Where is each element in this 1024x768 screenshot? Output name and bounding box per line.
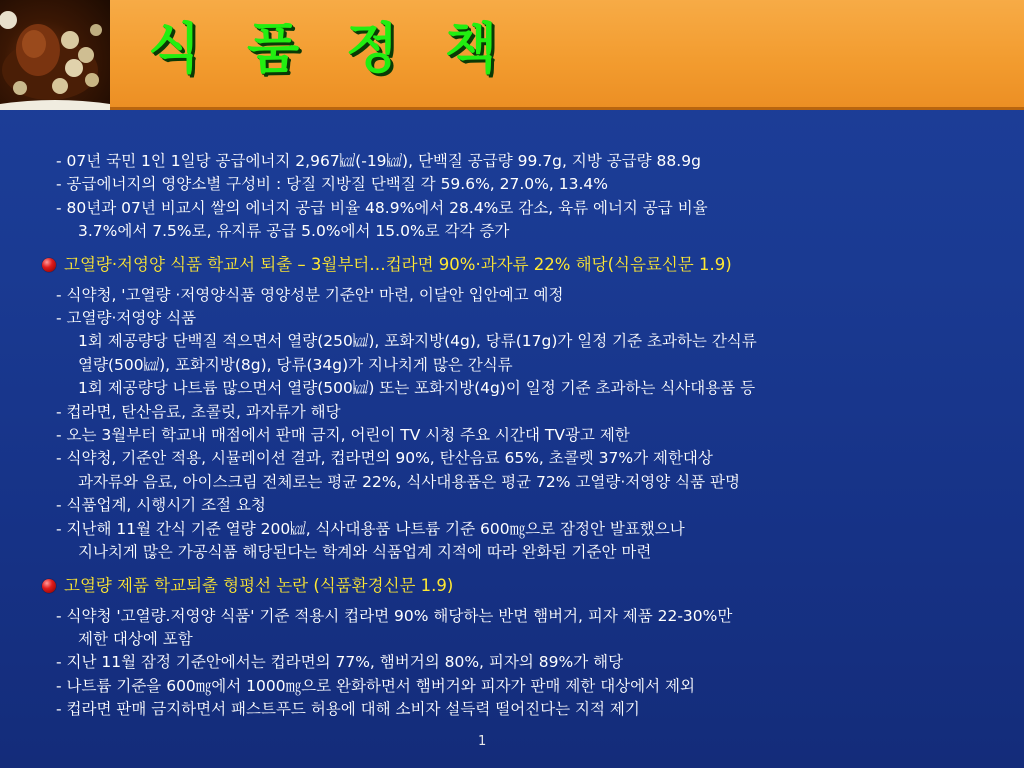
section-2-body: [40, 605, 1010, 722]
body-line: - 컵라면 판매 금지하면서 패스트푸드 허용에 대해 소비자 설득력 떨어진다는 지적 제기: [56, 700, 640, 719]
body-line: - 식약청, 기준안 적용, 시뮬레이션 결과, 컵라면의 90%, 탄산음료 65%, 초콜렛 37%가 제한대상: [56, 449, 713, 468]
body-line: 열량(500㎉), 포화지방(8g), 당류(34g)가 지나치게 많은 간식류: [78, 355, 513, 374]
section-heading-text: 고열량·저영양 식품 학교서 퇴출 – 3월부터…컵라면 90%·과자류 22% 해당(식음료신문 1.9): [64, 254, 732, 274]
body-line: - 식약청 '고열량.저영양 식품' 기준 적용시 컵라면 90% 해당하는 반면 햄버거, 피자 제품 22-30%만: [56, 606, 733, 625]
body-line: - 컵라면, 탄산음료, 초콜릿, 과자류가 해당: [56, 402, 341, 421]
body-line: 지나치게 많은 가공식품 해당된다는 학계와 식품업계 지적에 따라 완화된 기준안 마련: [78, 543, 652, 562]
header-bar: [0, 0, 1024, 110]
body-line: - 오는 3월부터 학교내 매점에서 판매 금지, 어린이 TV 시청 주요 시간대 TV광고 제한: [56, 426, 630, 445]
intro-line: - 07년 국민 1인 1일당 공급에너지 2,967㎉(-19㎉), 단백질 공급량 99.7g, 지방 공급량 88.9g: [56, 152, 701, 170]
intro-line: 3.7%에서 7.5%로, 유지류 공급 5.0%에서 15.0%로 각각 증가: [78, 222, 510, 241]
section-heading-2: [40, 573, 1010, 599]
red-bullet-icon: [42, 258, 56, 272]
section-heading-1: [40, 252, 1010, 278]
body-line: - 지난 11월 잠정 기준안에서는 컵라면의 77%, 햄버거의 80%, 피자의 89%가 해당: [56, 653, 624, 672]
slide-title: 식 품 정 책: [148, 17, 512, 80]
food-photo: [0, 0, 110, 110]
page-number: 1: [478, 734, 487, 749]
body-line: - 식약청, '고열량 ·저영양식품 영양성분 기준안' 마련, 이달안 입안예고 예정: [56, 285, 564, 304]
section-1-body: [40, 284, 1010, 565]
body-line: - 식품업계, 시행시기 조절 요청: [56, 496, 266, 515]
body-line: 제한 대상에 포함: [78, 629, 193, 648]
body-line: - 고열량·저영양 식품: [56, 309, 197, 328]
body-line: - 지난해 11월 간식 기준 열량 200㎉, 식사대용품 나트륨 기준 600㎎으로 잠정안 발표했으나: [56, 519, 685, 538]
body-line: 1회 제공량당 나트륨 많으면서 열량(500㎉) 또는 포화지방(4g)이 일정 기준 초과하는 식사대용품 등: [78, 379, 756, 398]
section-heading-text: 고열량 제품 학교퇴출 형평선 논란 (식품환경신문 1.9): [64, 575, 454, 595]
body-line: - 나트륨 기준을 600㎎에서 1000㎎으로 완화하면서 햄버거와 피자가 판매 제한 대상에서 제외: [56, 676, 695, 695]
slide-content: [40, 150, 1010, 722]
red-bullet-icon: [42, 579, 56, 593]
intro-line: - 80년과 07년 비교시 쌀의 에너지 공급 비율 48.9%에서 28.4%로 감소, 육류 에너지 공급 비율: [56, 198, 708, 217]
intro-block: [40, 150, 1010, 244]
body-line: 과자류와 음료, 아이스크림 전체로는 평균 22%, 식사대용품은 평균 72% 고열량·저영양 식품 판명: [78, 472, 740, 491]
intro-line: - 공급에너지의 영양소별 구성비 : 당질 지방질 단백질 각 59.6%, 27.0%, 13.4%: [56, 175, 608, 194]
body-line: 1회 제공량당 단백질 적으면서 열량(250㎉), 포화지방(4g), 당류(17g)가 일정 기준 초과하는 간식류: [78, 332, 757, 351]
